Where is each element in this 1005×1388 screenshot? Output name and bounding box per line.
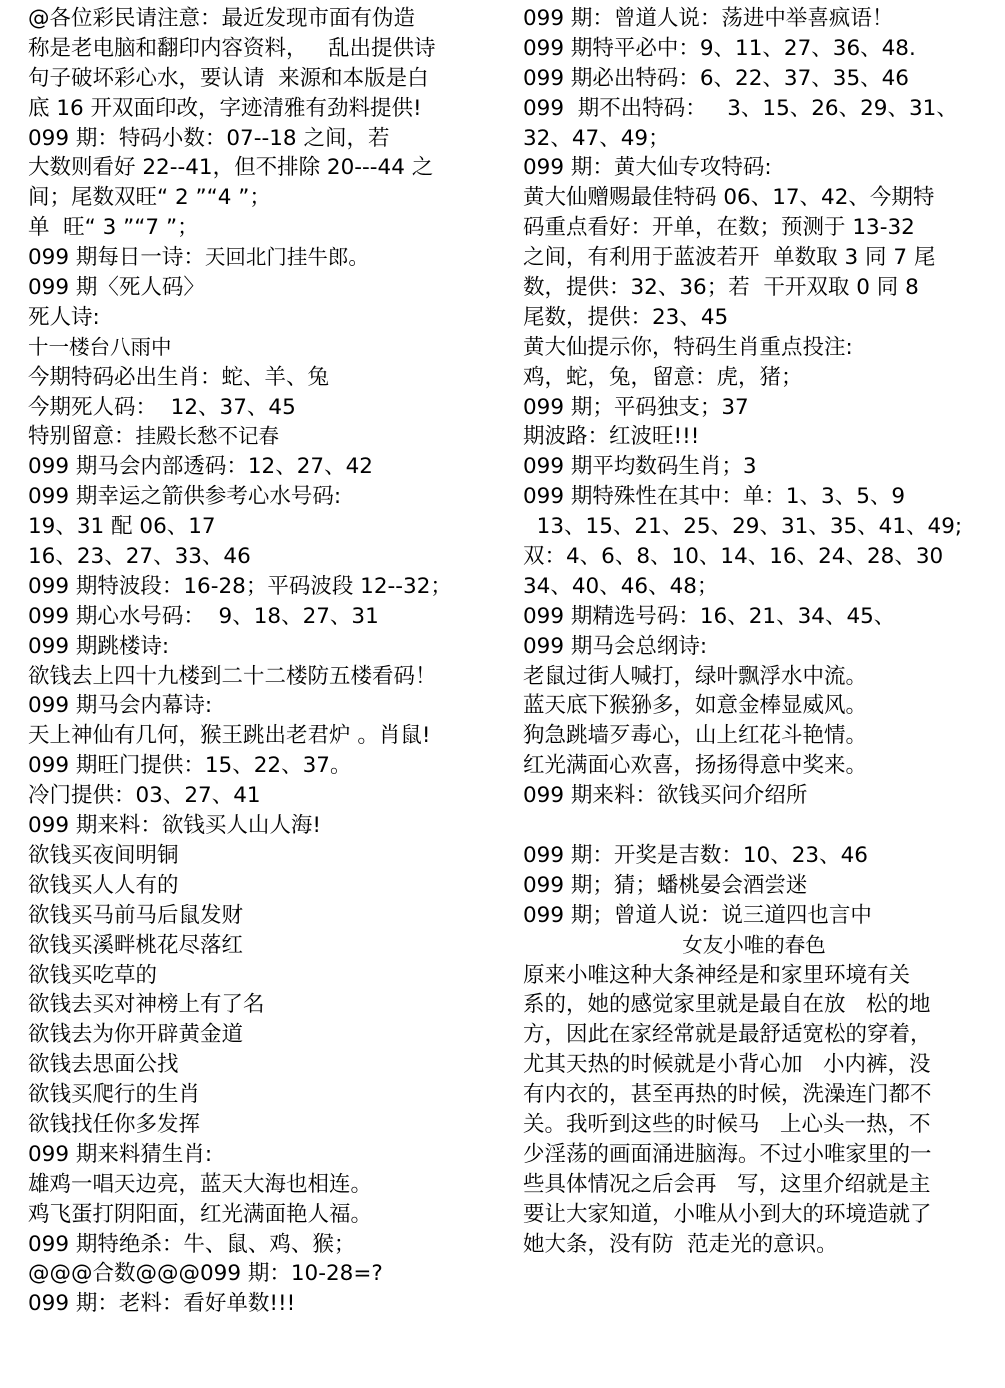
line-text: 19、31 配 06、17	[28, 514, 216, 540]
left-line	[28, 363, 496, 393]
line-text: 天上神仙有几何，猴王跳出老君炉 。肖鼠!	[28, 723, 431, 749]
right-line	[523, 811, 985, 841]
line-text: 双：4、6、8、10、14、16、24、28、30	[523, 544, 944, 570]
line-text: 欲钱买溪畔桃花尽落红	[28, 932, 244, 958]
right-line	[523, 751, 985, 781]
line-text: 099 期马会内幕诗:	[28, 693, 213, 719]
line-text: 关。我听到这些的时候马 上心头一热，不	[523, 1111, 931, 1137]
right-line	[523, 153, 985, 183]
left-line	[28, 1200, 496, 1230]
line-text: 今期死人码： 12、37、45	[28, 394, 296, 420]
line-text: 099 期；曾道人说：说三道四也言中	[523, 902, 872, 928]
left-line	[28, 1140, 496, 1170]
line-text: 狗急跳墙歹毒心，山上红花斗艳情。	[523, 723, 868, 749]
line-text: 单 旺“ 3 ”“7 ”；	[28, 215, 199, 241]
line-text: 称是老电脑和翻印内容资料， 乱出提供诗	[28, 35, 436, 61]
line-text: 欲钱买人人有的	[28, 872, 179, 898]
left-line	[28, 1080, 496, 1110]
line-text: 黄大仙赠赐最佳特码 06、17、42、今期特	[523, 185, 935, 211]
line-text: 她大条，没有防 范走光的意识。	[523, 1231, 838, 1257]
right-line	[523, 1200, 985, 1230]
line-text: 鸡，蛇，兔，留意：虎，猪；	[523, 364, 803, 390]
left-line	[28, 1259, 496, 1289]
right-line	[523, 303, 985, 333]
left-column	[28, 4, 496, 1319]
right-line	[523, 1110, 985, 1140]
right-line	[523, 94, 985, 124]
line-text: 099 期平均数码生肖；3	[523, 454, 757, 480]
left-line	[28, 632, 496, 662]
line-text: @各位彩民请注意：最近发现市面有伪造	[28, 6, 416, 31]
left-line	[28, 662, 496, 692]
line-text: 099 期幸运之箭供参考心水号码:	[28, 484, 342, 510]
line-text: 099 期特波段：16-28；平码波段 12--32；	[28, 573, 452, 599]
line-text: 系的，她的感觉家里就是最自在放 松的地	[523, 992, 931, 1018]
left-line	[28, 841, 496, 871]
line-text: 099 期：开奖是吉数：10、23、46	[523, 842, 868, 868]
line-text: 099 期：曾道人说：荡进中举喜疯语！	[523, 6, 894, 31]
right-line	[523, 662, 985, 692]
right-column	[523, 4, 985, 1259]
line-text: 099 期每日一诗：	[28, 245, 205, 271]
left-line	[28, 572, 496, 602]
left-line	[28, 303, 496, 333]
line-text: 34、40、46、48；	[523, 573, 719, 599]
left-line	[28, 94, 496, 124]
left-line	[28, 452, 496, 482]
line-text: 16、23、27、33、46	[28, 544, 251, 570]
left-line	[28, 393, 496, 423]
left-line	[28, 153, 496, 183]
line-text: 雄鸡一唱天边亮，蓝天大海也相连。	[28, 1171, 373, 1197]
line-text: 099 期来料：欲钱买问介绍所	[523, 783, 808, 809]
left-line	[28, 931, 496, 961]
right-line	[523, 482, 985, 512]
right-line	[523, 931, 985, 961]
line-text: 有内衣的，甚至再热的时候，洗澡连门都不	[523, 1082, 932, 1108]
right-line	[523, 721, 985, 751]
right-line	[523, 632, 985, 662]
right-line	[523, 363, 985, 393]
right-line	[523, 901, 985, 931]
line-text: 方，因此在家经常就是最舒适宽松的穿着，	[523, 1022, 932, 1048]
left-line	[28, 1289, 496, 1319]
right-line	[523, 871, 985, 901]
line-text: 蓝天底下猴狲多，如意金棒显威风。	[523, 693, 868, 719]
right-line	[523, 781, 985, 811]
left-line	[28, 124, 496, 154]
line-text: 老鼠过街人喊打，绿叶飘浮水中流。	[523, 663, 868, 689]
line-text: 099 期特殊性在其中：单：1、3、5、9	[523, 484, 906, 510]
line-text: 之间，有利用于蓝波若开 单数取 3 同 7 尾	[523, 245, 936, 271]
left-line	[28, 602, 496, 632]
right-line	[523, 273, 985, 303]
left-line	[28, 542, 496, 572]
line-text: 099 期马会总纲诗:	[523, 633, 708, 659]
left-line	[28, 751, 496, 781]
line-text: 099 期精选号码：16、21、34、45、	[523, 603, 896, 629]
right-line	[523, 572, 985, 602]
left-line	[28, 871, 496, 901]
left-line	[28, 1170, 496, 1200]
line-text: 099 期；猜；蟠桃晏会酒尝迷	[523, 872, 808, 898]
line-text: 099 期心水号码： 9、18、27、31	[28, 603, 379, 629]
line-text: 要让大家知道，小唯从小到大的环境造就了	[523, 1201, 932, 1227]
line-text: 099 期：特码小数：07--18 之间，若	[28, 125, 390, 151]
left-line	[28, 990, 496, 1020]
poem-text: 挂殿长愁不记春	[135, 424, 280, 449]
right-line	[523, 1230, 985, 1260]
right-line	[523, 1170, 985, 1200]
line-text: 099 期跳楼诗:	[28, 633, 170, 659]
right-line	[523, 512, 985, 542]
left-line	[28, 691, 496, 721]
right-line	[523, 1050, 985, 1080]
line-text: 鸡飞蛋打阴阳面，红光满面艳人福。	[28, 1201, 373, 1227]
left-line	[28, 482, 496, 512]
right-line	[523, 393, 985, 423]
line-text: 欲钱买马前马后鼠发财	[28, 902, 244, 928]
left-line	[28, 1020, 496, 1050]
poem-text: 天回北门挂牛郎。	[204, 245, 369, 270]
right-line	[523, 183, 985, 213]
right-line	[523, 841, 985, 871]
line-text: 底 16 开双面印改，字迹清雅有劲料提供!	[28, 95, 422, 121]
line-text: 欲钱去买对神榜上有了名	[28, 992, 265, 1018]
right-line	[523, 64, 985, 94]
line-text: 尾数，提供：23、45	[523, 304, 729, 330]
left-line	[28, 34, 496, 64]
right-line	[523, 4, 985, 34]
left-line	[28, 64, 496, 94]
line-text: 黄大仙提示你，特码生肖重点投注:	[523, 334, 853, 360]
line-text: 099 期：黄大仙专攻特码:	[523, 155, 772, 181]
line-text: 13、15、21、25、29、31、35、41、49;	[523, 514, 963, 540]
line-text: 大数则看好 22--41，但不排除 20---44 之	[28, 155, 434, 181]
right-line	[523, 243, 985, 273]
right-line	[523, 990, 985, 1020]
left-line	[28, 213, 496, 243]
right-line	[523, 124, 985, 154]
line-text: 099 期：老料：看好单数!!!	[28, 1291, 296, 1317]
left-line	[28, 811, 496, 841]
line-text: 十一楼台八雨中	[28, 334, 172, 359]
right-line	[523, 452, 985, 482]
line-text: 冷门提供：03、27、41	[28, 783, 261, 809]
left-line	[28, 781, 496, 811]
line-text: 099 期来料：欲钱买人山人海!	[28, 813, 321, 839]
right-line	[523, 422, 985, 452]
left-line	[28, 1110, 496, 1140]
line-text: 今期特码必出生肖：蛇、羊、兔	[28, 364, 330, 390]
right-line	[523, 602, 985, 632]
left-line	[28, 721, 496, 751]
left-line	[28, 961, 496, 991]
line-text: 099 期特平必中：9、11、27、36、48.	[523, 35, 916, 61]
line-text: 码重点看好：开单，在数；预测于 13-32	[523, 215, 915, 241]
line-text: 099 期〈死人码〉	[28, 275, 205, 301]
line-text: 少淫荡的画面涌进脑海。不过小唯家里的一	[523, 1141, 932, 1167]
right-line	[523, 691, 985, 721]
line-text: 099 期必出特码：6、22、37、35、46	[523, 65, 909, 91]
line-text: 099 期来料猜生肖:	[28, 1141, 213, 1167]
line-text: 099 期马会内部透码：12、27、42	[28, 454, 373, 480]
line-text: 数，提供：32、36；若 干开双取 0 同 8	[523, 275, 919, 301]
line-text: 死人诗:	[28, 304, 100, 330]
right-line	[523, 1140, 985, 1170]
line-text: 099 期旺门提供：15、22、37。	[28, 753, 352, 779]
line-text: 32、47、49；	[523, 125, 670, 151]
left-line	[28, 901, 496, 931]
right-line	[523, 333, 985, 363]
line-text: 句子破坏彩心水，要认请 来源和本版是白	[28, 65, 429, 91]
line-text: @@@合数@@@099 期：10-28=?	[28, 1261, 383, 1287]
line-text: 欲钱买爬行的生肖	[28, 1082, 201, 1108]
left-line	[28, 4, 496, 34]
left-line	[28, 183, 496, 213]
line-text: 原来小唯这种大条神经是和家里环境有关	[523, 962, 911, 988]
right-line	[523, 542, 985, 572]
line-text: 女友小唯的春色	[682, 932, 826, 957]
line-text: 期波路：红波旺!!!	[523, 424, 700, 450]
line-text: 欲钱去为你开辟黄金道	[28, 1022, 244, 1048]
line-text: 尤其天热的时候就是小背心加 小内裤，没	[523, 1052, 931, 1078]
line-text: 欲钱买吃草的	[28, 962, 158, 988]
left-line	[28, 333, 496, 363]
right-line	[523, 213, 985, 243]
left-line	[28, 1230, 496, 1260]
right-line	[523, 34, 985, 64]
left-line	[28, 512, 496, 542]
line-text: 欲钱找任你多发挥	[28, 1111, 201, 1137]
line-text: 099 期不出特码： 3、15、26、29、31、	[523, 95, 958, 121]
line-text: 特别留意：	[28, 424, 136, 450]
line-text: 099 期特绝杀：牛、鼠、鸡、猴；	[28, 1231, 356, 1257]
left-line	[28, 243, 496, 273]
left-line	[28, 273, 496, 303]
line-text: 欲钱去思面公找	[28, 1052, 179, 1078]
line-text: 099 期；平码独支；37	[523, 394, 749, 420]
right-line	[523, 1020, 985, 1050]
line-text: 红光满面心欢喜，扬扬得意中奖来。	[523, 753, 868, 779]
line-text: 间；尾数双旺“ 2 ”“4 ”；	[28, 185, 271, 211]
line-text: 些具体情况之后会再 写，这里介绍就是主	[523, 1171, 931, 1197]
left-line	[28, 422, 496, 452]
line-text: 欲钱去上四十九楼到二十二楼防五楼看码！	[28, 663, 437, 689]
right-line	[523, 961, 985, 991]
left-line	[28, 1050, 496, 1080]
line-text: 欲钱买夜间明铜	[28, 842, 179, 868]
right-line	[523, 1080, 985, 1110]
